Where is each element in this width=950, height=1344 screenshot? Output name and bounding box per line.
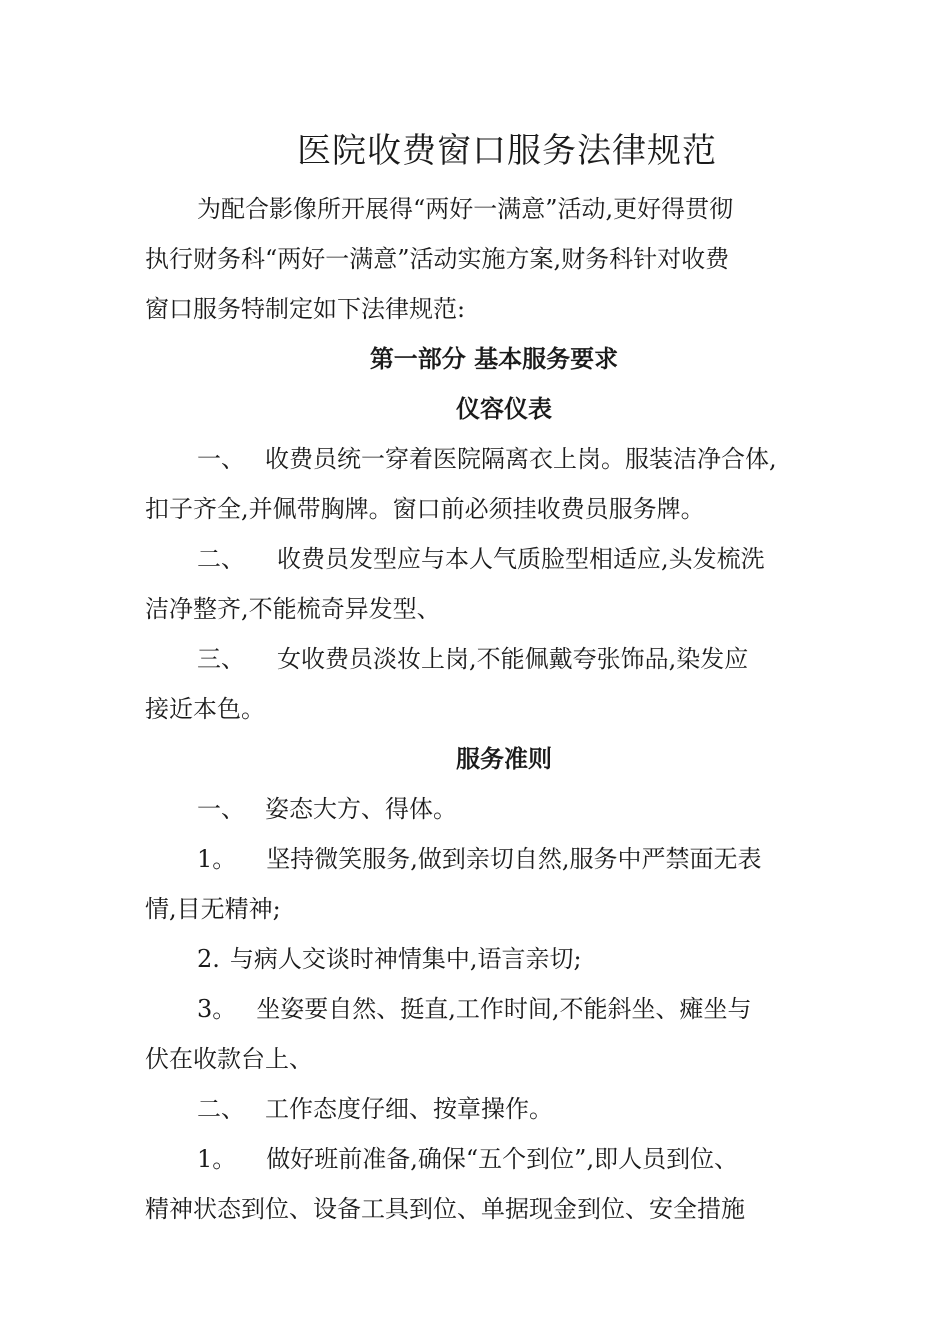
appearance-item-3-line-2: 接近本色。	[145, 695, 265, 723]
rule-number: 一、	[197, 795, 245, 823]
rule-1-item-1-line-2: 情,目无精神;	[145, 895, 281, 923]
item-text: 与病人交谈时神情集中,语言亲切;	[229, 945, 582, 973]
item-number: 一、	[197, 445, 245, 473]
service-rules-heading: 服务准则	[456, 744, 552, 773]
item-number: 1。	[197, 1145, 237, 1173]
rule-1-item-1-line-1	[145, 834, 813, 884]
part-one-heading: 第一部分 基本服务要求	[369, 344, 619, 373]
document-page	[145, 122, 813, 1234]
item-text: 坚持微笑服务,做到亲切自然,服务中严禁面无表	[266, 845, 762, 873]
item-text: 坐姿要自然、挺直,工作时间,不能斜坐、瘫坐与	[256, 995, 752, 1023]
rule-number: 二、	[197, 1095, 245, 1123]
rule-1-line	[145, 784, 813, 834]
rule-2-item-1-line-2: 精神状态到位、设备工具到位、单据现金到位、安全措施	[145, 1195, 745, 1223]
item-text: 做好班前准备,确保“五个到位”,即人员到位、	[266, 1145, 739, 1173]
intro-line-1: 为配合影像所开展得“两好一满意”活动,更好得贯彻	[197, 195, 734, 223]
rule-1-item-3-line-2: 伏在收款台上、	[145, 1045, 313, 1073]
item-number: 2.	[197, 945, 220, 973]
rule-1-item-3-line-1	[145, 984, 813, 1034]
item-text: 女收费员淡妆上岗,不能佩戴夸张饰品,染发应	[277, 645, 749, 673]
document-title: 医院收费窗口服务法律规范	[297, 131, 717, 171]
rule-1-item-2-line-1	[145, 934, 813, 984]
item-text: 收费员统一穿着医院隔离衣上岗。服装洁净合体,	[265, 445, 777, 473]
item-number: 二、	[197, 545, 245, 573]
appearance-heading: 仪容仪表	[456, 394, 552, 423]
intro-line-3: 窗口服务特制定如下法律规范:	[145, 295, 466, 323]
appearance-item-3-line-1	[145, 634, 813, 684]
item-number: 三、	[197, 645, 245, 673]
appearance-item-2-line-1	[145, 534, 813, 584]
appearance-item-2-line-2: 洁净整齐,不能梳奇异发型、	[145, 595, 441, 623]
appearance-item-1-line-2: 扣子齐全,并佩带胸牌。窗口前必须挂收费员服务牌。	[145, 495, 705, 523]
rule-text: 工作态度仔细、按章操作。	[265, 1095, 553, 1123]
appearance-item-1-line-1	[145, 434, 813, 484]
item-number: 1。	[197, 845, 237, 873]
rule-text: 姿态大方、得体。	[265, 795, 457, 823]
item-number: 3。	[197, 995, 237, 1023]
item-text: 收费员发型应与本人气质脸型相适应,头发梳洗	[277, 545, 765, 573]
rule-2-line	[145, 1084, 813, 1134]
intro-line-2: 执行财务科“两好一满意”活动实施方案,财务科针对收费	[145, 245, 730, 273]
rule-2-item-1-line-1	[145, 1134, 813, 1184]
